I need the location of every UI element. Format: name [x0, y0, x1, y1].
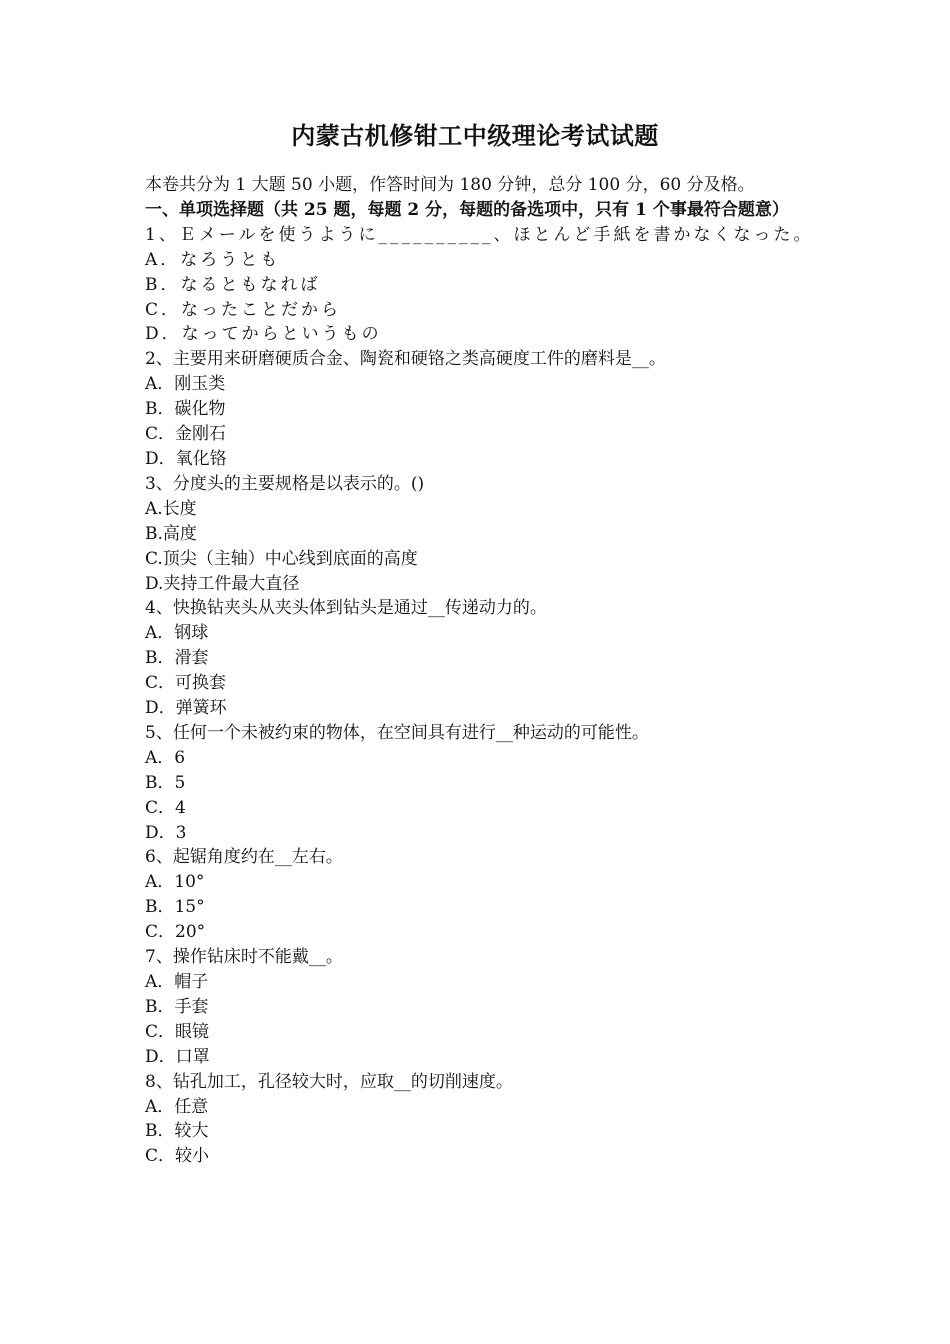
- option-d: D．なってからというもの: [145, 324, 382, 345]
- question-text: 6、起锯角度约在__左右。: [145, 847, 343, 868]
- question-8: [145, 1070, 815, 1170]
- exam-intro: 本卷共分为 1 大题 50 小题，作答时间为 180 分钟，总分 100 分，60 分及格。: [145, 175, 755, 195]
- question-6: [145, 845, 815, 945]
- option-b: B．なるともなれば: [145, 274, 321, 295]
- option-c: C．较小: [145, 1146, 210, 1167]
- option-b: B．较大: [145, 1121, 209, 1142]
- option-c: C．4: [145, 797, 186, 818]
- option-b: B．15°: [145, 897, 205, 918]
- question-5: [145, 721, 815, 846]
- option-c: C．眼镜: [145, 1021, 210, 1042]
- question-text: 3、分度头的主要规格是以表示的。(): [145, 473, 425, 494]
- option-b: B．滑套: [145, 648, 209, 669]
- option-c: C．可换套: [145, 673, 227, 694]
- question-2: [145, 347, 815, 472]
- option-a: A．6: [145, 747, 186, 768]
- option-d: D．弹簧环: [145, 698, 227, 719]
- document-body: [145, 173, 815, 1169]
- option-c: C．金刚石: [145, 424, 227, 445]
- option-a: A．任意: [145, 1096, 209, 1117]
- option-a: A．刚玉类: [145, 374, 226, 395]
- question-text: 8、钻孔加工，孔径较大时，应取__的切削速度。: [145, 1071, 513, 1092]
- question-7: [145, 945, 815, 1070]
- question-3: [145, 472, 815, 597]
- option-b: B．5: [145, 772, 186, 793]
- option-a: A.长度: [145, 498, 197, 519]
- option-d: D.夹持工件最大直径: [145, 573, 300, 594]
- option-d: D．口罩: [145, 1046, 210, 1067]
- question-text: 7、操作钻床时不能戴__。: [145, 947, 343, 968]
- option-d: D．3: [145, 822, 187, 843]
- option-a: A．帽子: [145, 972, 209, 992]
- option-c: C．20°: [145, 922, 206, 943]
- option-c: C.顶尖（主轴）中心线到底面的高度: [145, 548, 418, 569]
- question-text: 2、主要用来研磨硬质合金、陶瓷和硬铬之类高硬度工件的磨料是__。: [145, 349, 666, 370]
- question-1: [145, 223, 815, 348]
- option-a: A．钢球: [145, 623, 209, 644]
- question-4: [145, 596, 815, 721]
- option-c: C．なったことだから: [145, 299, 342, 320]
- question-text: 5、任何一个未被约束的物体，在空间具有进行__种运动的可能性。: [145, 722, 649, 743]
- option-b: B．手套: [145, 996, 209, 1017]
- option-d: D．氧化铬: [145, 448, 227, 469]
- question-text: 4、快换钻夹头从夹头体到钻头是通过__传递动力的。: [145, 598, 547, 619]
- option-a: A．なろうとも: [145, 249, 281, 270]
- option-a: A．10°: [145, 872, 205, 893]
- option-b: B.高度: [145, 523, 197, 544]
- option-b: B．碳化物: [145, 399, 226, 420]
- section-heading: 一、单项选择题（共 25 题，每题 2 分，每题的备选项中，只有 1 个事最符合题意）: [145, 199, 789, 220]
- question-text: 1、Ｅメールを使うように__________、ほとんど手紙を書かなくなった。: [145, 224, 814, 245]
- document-title: 内蒙古机修钳工中级理论考试试题: [291, 121, 659, 150]
